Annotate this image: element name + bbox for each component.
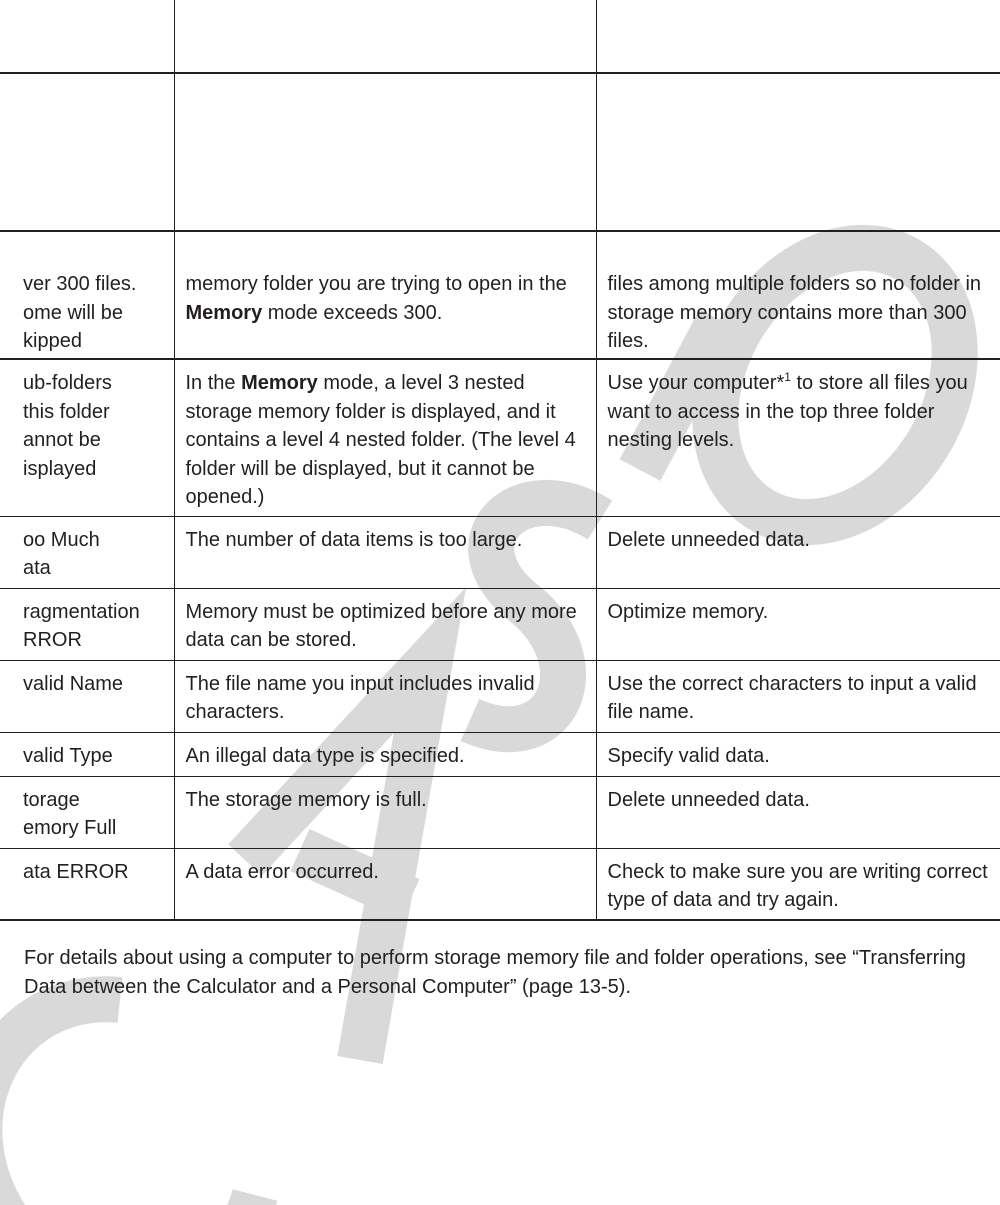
message-line: ragmentation xyxy=(23,600,140,623)
meaning-text: mode, a level 3 nested storage memory folder is displayed, and it contains a level 4 nested folder. (The level 4 folder will be displayed, but it cannot be opened.) xyxy=(185,372,576,508)
meaning-text: memory folder you are trying to open in the xyxy=(185,273,567,295)
message-line: this folder xyxy=(23,400,110,423)
watermark-letter-c xyxy=(0,999,255,1205)
message-cell xyxy=(0,848,174,920)
table-row xyxy=(0,231,1000,359)
blank-cell xyxy=(174,73,596,231)
countermeasure-cell: Optimize memory. xyxy=(596,588,1000,660)
table-header-row xyxy=(0,0,1000,73)
meaning-cell xyxy=(174,231,596,359)
header-message-cell xyxy=(0,0,174,73)
countermeasure-cell: Delete unneeded data. xyxy=(596,776,1000,848)
message-line: ub-folders xyxy=(23,372,112,394)
message-line: ver 300 files. xyxy=(23,273,137,295)
meaning-cell: The number of data items is too large. xyxy=(174,516,596,588)
memory-mode-name: Memory xyxy=(241,372,318,394)
meaning-cell: The file name you input includes invalid characters. xyxy=(174,660,596,732)
countermeasure-cell xyxy=(596,231,1000,359)
table-row xyxy=(0,588,1000,660)
table-row xyxy=(0,660,1000,732)
countermeasure-text: to store all files you want to access in the top three folder nesting levels. xyxy=(607,372,968,451)
table-row xyxy=(0,516,1000,588)
countermeasure-cell: Specify valid data. xyxy=(596,732,1000,776)
message-line: valid Type xyxy=(23,744,113,767)
meaning-cell: A data error occurred. xyxy=(174,848,596,920)
blank-cell xyxy=(0,73,174,231)
table-row xyxy=(0,359,1000,516)
message-line: ata xyxy=(23,557,51,579)
header-meaning-cell xyxy=(174,0,596,73)
memory-mode-name: Memory xyxy=(185,301,263,324)
header-countermeasure-cell xyxy=(596,0,1000,73)
countermeasure-cell: Use the correct characters to input a valid file name. xyxy=(596,660,1000,732)
footnote-text: For details about using a computer to perform storage memory file and folder operations, see “Transferring Data between the Calculator and a Personal Computer” (page 13-5). xyxy=(24,947,966,998)
message-cell xyxy=(0,516,174,588)
countermeasure-text: files among multiple folders so no folder in storage memory contains more than 300 files. xyxy=(607,273,982,352)
message-line: emory Full xyxy=(23,817,117,839)
countermeasure-cell: Delete unneeded data. xyxy=(596,516,1000,588)
message-cell xyxy=(0,776,174,848)
meaning-text: In the xyxy=(185,372,242,394)
blank-cell xyxy=(596,73,1000,231)
meaning-cell: The storage memory is full. xyxy=(174,776,596,848)
meaning-text: mode exceeds 300. xyxy=(262,301,443,324)
meaning-cell: An illegal data type is specified. xyxy=(174,732,596,776)
message-line: ata ERROR xyxy=(23,860,129,883)
message-cell xyxy=(0,732,174,776)
message-cell xyxy=(0,660,174,732)
message-line: isplayed xyxy=(23,457,97,480)
countermeasure-cell: Check to make sure you are writing correct type of data and try again. xyxy=(596,848,1000,920)
message-line: RROR xyxy=(23,629,82,651)
message-line: kipped xyxy=(23,330,82,352)
message-cell xyxy=(0,359,174,516)
footnote-marker: 1 xyxy=(784,370,791,384)
message-line: annot be xyxy=(23,429,101,451)
message-cell xyxy=(0,588,174,660)
message-line: ome will be xyxy=(23,301,124,324)
countermeasure-cell xyxy=(596,359,1000,516)
table-row xyxy=(0,73,1000,231)
message-line: torage xyxy=(23,788,80,811)
meaning-cell: Memory must be optimized before any more data can be stored. xyxy=(174,588,596,660)
table-row xyxy=(0,776,1000,848)
message-line: oo Much xyxy=(23,528,100,551)
message-line: valid Name xyxy=(23,672,124,695)
table-row xyxy=(0,732,1000,776)
table-row xyxy=(0,848,1000,920)
meaning-cell xyxy=(174,359,596,516)
message-cell xyxy=(0,231,174,359)
countermeasure-text: Use your computer* xyxy=(607,372,785,394)
